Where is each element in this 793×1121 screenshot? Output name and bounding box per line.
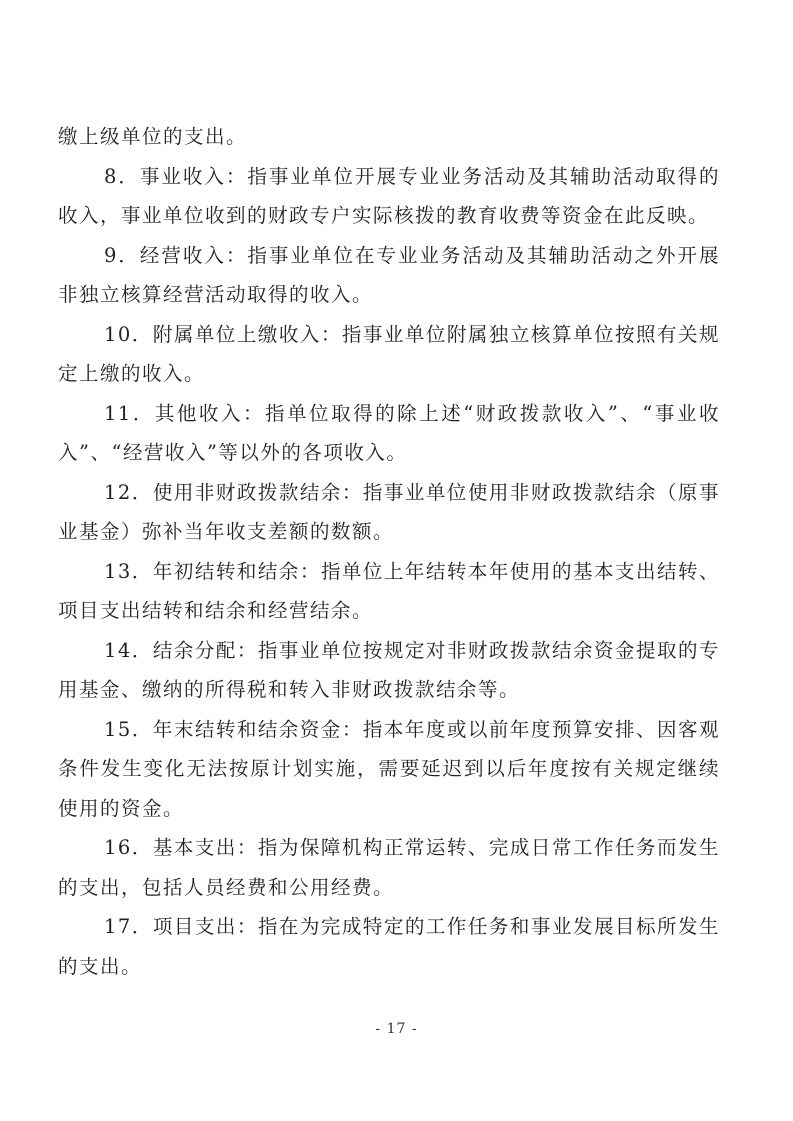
paragraph-item-11: 11．其他收入：指单位取得的除上述“财政拨款收入”、“事业收入”、“经营收入”等以外的各项收入。 <box>58 401 720 464</box>
document-body <box>58 117 720 986</box>
paragraph-item-10: 10．附属单位上缴收入：指事业单位附属独立核算单位按照有关规定上缴的收入。 <box>58 322 720 385</box>
paragraph-item-16: 16．基本支出：指为保障机构正常运转、完成日常工作任务而发生的支出，包括人员经费和公用经费。 <box>58 836 720 899</box>
page-number: - 17 - <box>375 1021 418 1037</box>
paragraph-item-17: 17．项目支出：指在为完成特定的工作任务和事业发展目标所发生的支出。 <box>58 915 720 978</box>
paragraph-item-8: 8．事业收入：指事业单位开展专业业务活动及其辅助活动取得的收入，事业单位收到的财政专户实际核拨的教育收费等资金在此反映。 <box>58 164 720 227</box>
paragraph-item-13: 13．年初结转和结余：指单位上年结转本年使用的基本支出结转、项目支出结转和结余和经营结余。 <box>58 559 720 622</box>
paragraph-item-9: 9．经营收入：指事业单位在专业业务活动及其辅助活动之外开展非独立核算经营活动取得的收入。 <box>58 243 720 306</box>
paragraph-item-14: 14．结余分配：指事业单位按规定对非财政拨款结余资金提取的专用基金、缴纳的所得税和转入非财政拨款结余等。 <box>58 638 720 701</box>
paragraph-item-15: 15．年末结转和结余资金：指本年度或以前年度预算安排、因客观条件发生变化无法按原计划实施，需要延迟到以后年度按有关规定继续使用的资金。 <box>58 717 720 820</box>
paragraph-continuation: 缴上级单位的支出。 <box>58 125 248 148</box>
paragraph-item-12: 12．使用非财政拨款结余：指事业单位使用非财政拨款结余（原事业基金）弥补当年收支差额的数额。 <box>58 480 720 543</box>
